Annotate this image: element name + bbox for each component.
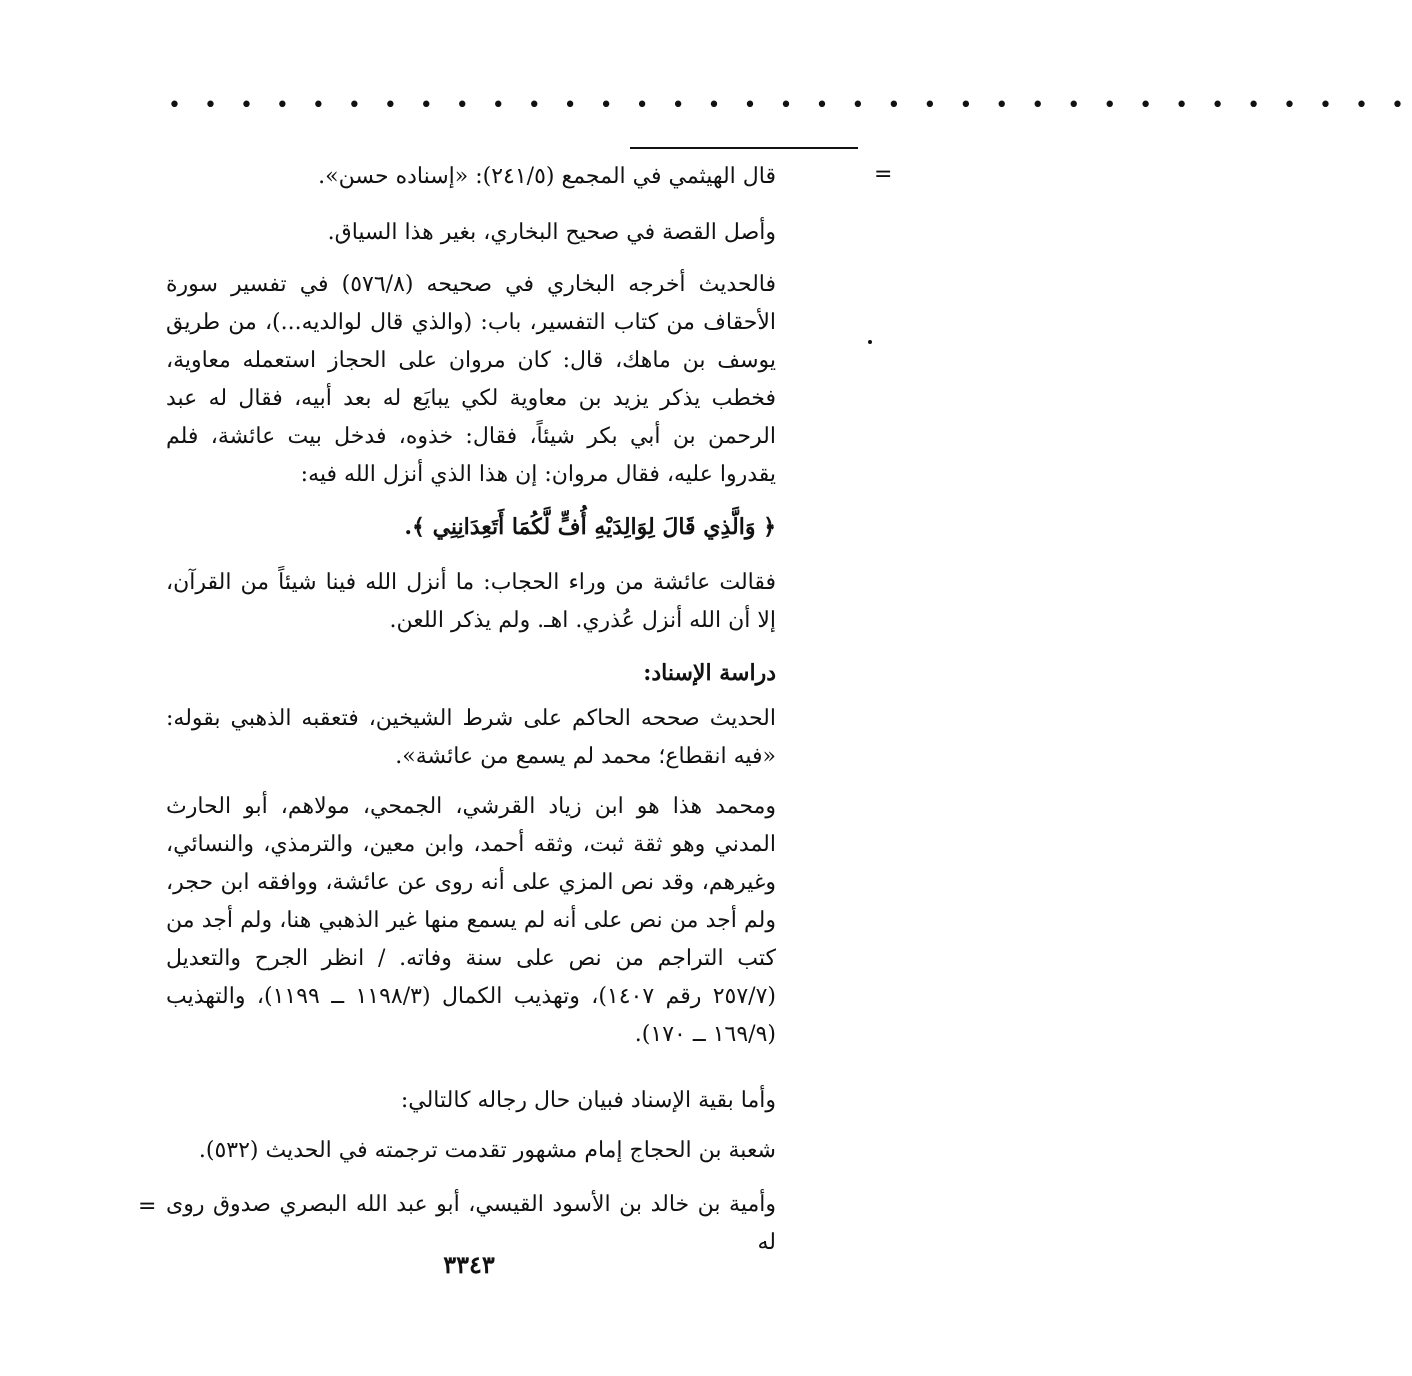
dotted-separator: • • • • • • • • • • • • • • • • • • • • • • • • • • • • • • • • • • • — [168, 93, 1412, 118]
quran-verse: ﴿ وَالَّذِي قَالَ لِوَالِدَيْهِ أُفٍّ لَّكُمَا أَتَعِدَانِنِي ﴾. — [404, 514, 776, 540]
margin-mark-top: = — [874, 162, 893, 187]
paragraph-bukhari: فالحديث أخرجه البخاري في صحيحه (٥٧٦/٨) في تفسير سورة الأحقاف من كتاب التفسير، باب: (والذي قال لوالديه...)، من طريق يوسف بن ماهك، قال: كان مروان على الحجاز استعمله معاوية، فخطب يذكر يزيد بن معاوية لكي يبايَع له بعد أبيه، فقال له عبد الرحمن بن أبي بكر شيئاً، فقال: خذوه، فدخل بيت عائشة، فلم يقدروا عليه، فقال مروان: إن هذا الذي أنزل الله فيه: — [166, 272, 776, 487]
text-line-shuba: شعبة بن الحجاج إمام مشهور تقدمت ترجمته في الحديث (٥٣٢). — [198, 1138, 776, 1163]
margin-mark-bottom: = — [138, 1194, 157, 1219]
page-number: ٣٣٤٣ — [443, 1250, 495, 1279]
text-line-remaining: وأما بقية الإسناد فبيان حال رجاله كالتالي: — [400, 1088, 776, 1113]
text-line-umayya: وأمية بن خالد بن الأسود القيسي، أبو عبد الله البصري صدوق روى له — [166, 1192, 776, 1255]
text-line-origin: وأصل القصة في صحيح البخاري، بغير هذا السياق. — [327, 220, 776, 245]
paragraph-aisha: فقالت عائشة من وراء الحجاب: ما أنزل الله فينا شيئاً من القرآن، إلا أن الله أنزل عُذري. اهـ. ولم يذكر اللعن. — [166, 570, 776, 633]
text-line-haythami: قال الهيثمي في المجمع (٢٤١/٥): «إسناده حسن». — [318, 164, 776, 189]
paragraph-muhammad: ومحمد هذا هو ابن زياد القرشي، الجمحي، مولاهم، أبو الحارث المدني وهو ثقة ثبت، وثقه أحمد، وابن معين، والترمذي، والنسائي، وغيرهم، وقد نص المزي على أنه روى عن عائشة، ووافقه ابن حجر، ولم أجد من نص على أنه لم يسمع منها غير الذهبي هنا، ولم أجد من كتب التراجم من نص على سنة وفاته. / انظر الجرح والتعديل (٢٥٧/٧ رقم ١٤٠٧)، وتهذيب الكمال (١١٩٨/٣ ــ ١١٩٩)، والتهذيب (١٦٩/٩ ــ ١٧٠). — [166, 794, 777, 1047]
footnote-rule — [630, 147, 858, 149]
section-heading-isnad: دراسة الإسناد: — [643, 660, 776, 686]
paragraph-hakim: الحديث صححه الحاكم على شرط الشيخين، فتعقبه الذهبي بقوله: «فيه انقطاع؛ محمد لم يسمع من عائشة». — [166, 706, 776, 769]
margin-dot — [868, 340, 872, 344]
